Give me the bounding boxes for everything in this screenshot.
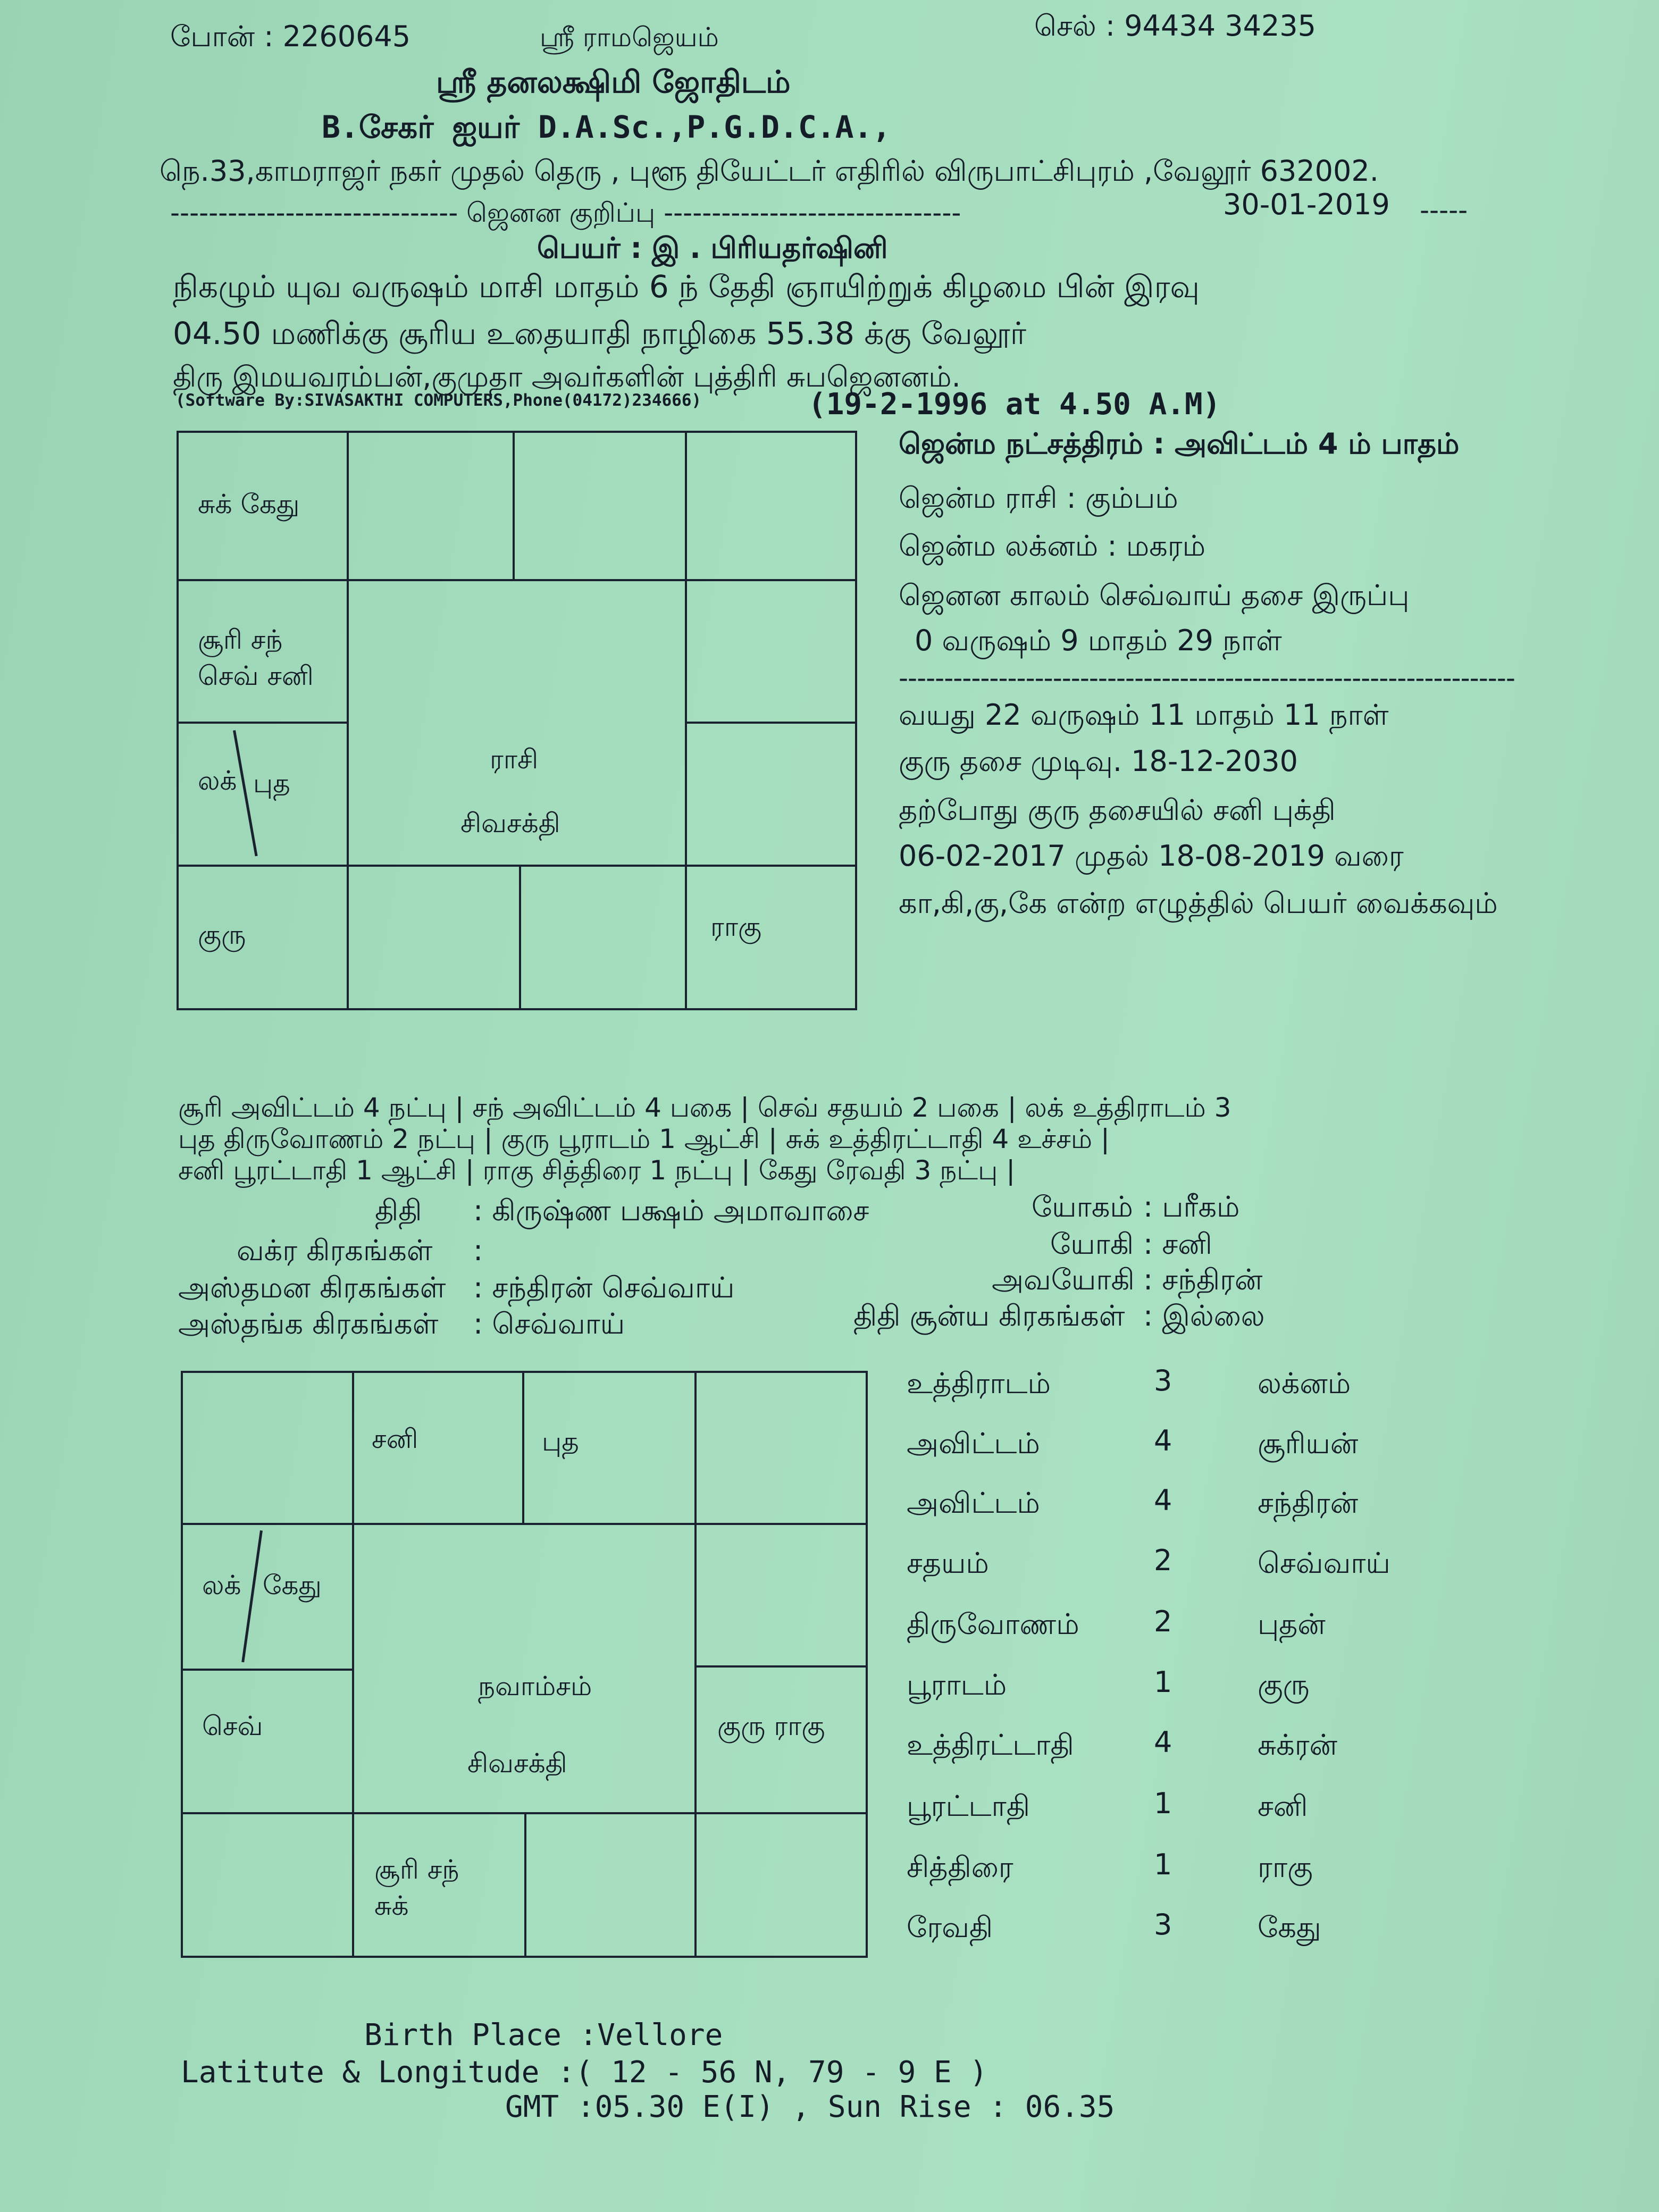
navamsa-center-title: நவாம்சம் (478, 1671, 592, 1702)
guru-dasa-end: குரு தசை முடிவு. 18-12-2030 (899, 744, 1298, 778)
rasi-center-title: ராசி (490, 744, 539, 775)
business-title: ஸ்ரீ தனலக்ஷிமி ஜோதிடம் (436, 64, 791, 100)
list-item-star: ரேவதி (907, 1911, 993, 1944)
birth-place: Birth Place :Vellore (364, 2018, 723, 2052)
yogam-label: யோகம் (1032, 1190, 1133, 1224)
list-item-planet: சூரியன் (1258, 1427, 1359, 1460)
phone-number: போன் : 2260645 (170, 20, 411, 53)
navamsa-house-2: சனி (372, 1423, 418, 1454)
list-item-planet: செவ்வாய் (1258, 1546, 1390, 1580)
list-item-star: அவிட்டம் (907, 1486, 1040, 1520)
janma-nakshatra: ஜென்ம நட்சத்திரம் : அவிட்டம் 4 ம் பாதம் (899, 427, 1460, 460)
birth-line-2: 04.50 மணிக்கு சூரிய உதையாதி நாழிகை 55.38 க்கு வேலூர் (173, 315, 1027, 351)
list-item-star: பூரட்டாதி (907, 1789, 1030, 1823)
janma-rasi: ஜென்ம ராசி : கும்பம் (899, 481, 1178, 515)
astrologer-name: B.சேகர் ஐயர் D.A.Sc.,P.G.D.C.A., (322, 109, 891, 145)
list-item-pada: 4 (1154, 1725, 1172, 1759)
summary-divider: -------------------------------------------------------------------- (899, 663, 1515, 693)
list-item-planet: குரு (1258, 1668, 1310, 1702)
rasi-house-9: குரு (198, 919, 246, 950)
birth-line-3: திரு இமயவரம்பன்,குமுதா அவர்களின் புத்திரி சுபஜெனனம். (173, 360, 961, 393)
list-item-planet: கேது (1258, 1911, 1321, 1944)
planet-row-2: புத திருவோணம் 2 நட்பு | குரு பூராடம் 1 ஆட்சி | சுக் உத்திரட்டாதி 4 உச்சம் | (178, 1124, 1110, 1154)
navamsa-center-subtitle: சிவசக்தி (467, 1748, 567, 1779)
list-item-pada: 1 (1154, 1665, 1172, 1699)
yogi-value: : சனி (1143, 1227, 1212, 1261)
rasi-house-6: ராகு (710, 911, 762, 942)
navamsa-lagna-marker-line (241, 1530, 263, 1662)
rasi-center-subtitle: சிவசக்தி (460, 808, 560, 839)
yogam-value: : பரீகம் (1143, 1190, 1240, 1224)
avayogi-label: அவயோகி (992, 1263, 1135, 1296)
list-item-star: அவிட்டம் (907, 1427, 1040, 1460)
address: நெ.33,காமராஜர் நகர் முதல் தெரு , புளூ தியேட்டர் எதிரில் விருபாட்சிபுரம் ,வேலூர் 632002. (160, 154, 1379, 188)
current-period-range: 06-02-2017 முதல் 18-08-2019 வரை (899, 839, 1404, 873)
navamsa-house-11: செவ் (202, 1711, 263, 1741)
tithi-sunya-value: : இல்லை (1143, 1299, 1265, 1333)
astanga-value: : செவ்வாய் (473, 1307, 625, 1340)
janma-lagnam: ஜென்ம லக்னம் : மகரம் (899, 529, 1206, 563)
planet-row-1: சூரி அவிட்டம் 4 நட்பு | சந் அவிட்டம் 4 பகை | செவ் சதயம் 2 பகை | லக் உத்திராடம் 3 (178, 1092, 1231, 1123)
navamsa-house-6: குரு ராகு (717, 1711, 825, 1741)
rasi-chart (177, 431, 857, 1010)
list-item-pada: 1 (1154, 1848, 1172, 1881)
list-item-pada: 2 (1154, 1544, 1172, 1577)
list-item-star: சித்திரை (907, 1850, 1013, 1884)
gmt-sunrise: GMT :05.30 E(I) , Sun Rise : 06.35 (505, 2090, 1115, 2124)
list-item-pada: 1 (1154, 1787, 1172, 1820)
list-item-pada: 4 (1154, 1484, 1172, 1517)
birth-datetime: (19-2-1996 at 4.50 A.M) (808, 387, 1221, 422)
list-item-planet: சனி (1258, 1789, 1308, 1823)
vakra-label: வக்ர கிரகங்கள் (237, 1234, 433, 1267)
rasi-lagna-label: லக் (198, 765, 237, 796)
dasa-balance-label: ஜெனன காலம் செவ்வாய் தசை இருப்பு (899, 579, 1410, 612)
list-item-star: பூராடம் (907, 1668, 1007, 1702)
birth-line-1: நிகழும் யுவ வருஷம் மாசி மாதம் 6 ந் தேதி ஞாயிற்றுக் கிழமை பின் இரவு (173, 269, 1200, 305)
list-item-planet: புதன் (1258, 1607, 1326, 1641)
list-item-planet: சுக்ரன் (1258, 1728, 1338, 1762)
naming-letters: கா,கி,கு,கே என்ற எழுத்தில் பெயர் வைக்கவும் (899, 886, 1498, 920)
list-item-planet: ராகு (1258, 1850, 1313, 1884)
list-item-planet: லக்னம் (1258, 1367, 1351, 1400)
mobile-number: செல் : 94434 34235 (1034, 9, 1317, 43)
astamana-label: அஸ்தமன கிரகங்கள் (178, 1271, 446, 1304)
vakra-value: : (473, 1234, 483, 1267)
latitude-longitude: Latitute & Longitude :( 12 - 56 N, 79 - 9 E ) (181, 2055, 988, 2090)
person-name: பெயர் : இ . பிரியதர்ஷினி (537, 231, 888, 265)
list-item-pada: 3 (1154, 1364, 1172, 1397)
software-credit: (Software By:SIVASAKTHI COMPUTERS,Phone(04172)234666) (175, 391, 702, 410)
current-period: தற்போது குரு தசையில் சனி புக்தி (899, 793, 1336, 827)
tithi-sunya-label: திதி சூன்ய கிரகங்கள் (853, 1299, 1125, 1333)
list-item-star: சதயம் (907, 1546, 989, 1580)
rasi-house-11: சூரி சந் செவ் சனி (198, 624, 314, 691)
rasi-house-10: புத (253, 768, 290, 799)
list-item-pada: 2 (1154, 1605, 1172, 1638)
rasi-house-12: சுக் கேது (198, 489, 300, 520)
planet-row-3: சனி பூரட்டாதி 1 ஆட்சி | ராகு சித்திரை 1 நட்பு | கேது ரேவதி 3 நட்பு | (178, 1155, 1016, 1186)
list-item-planet: சந்திரன் (1258, 1486, 1359, 1520)
tithi-label: திதி (375, 1194, 422, 1227)
list-item-pada: 4 (1154, 1424, 1172, 1457)
list-item-star: உத்திராடம் (907, 1367, 1051, 1400)
navamsa-house-3: புத (542, 1426, 579, 1457)
avayogi-value: : சந்திரன் (1143, 1263, 1263, 1296)
yogi-label: யோகி (1050, 1227, 1134, 1261)
dasa-balance-value: 0 வருஷம் 9 மாதம் 29 நாள் (915, 624, 1282, 657)
list-item-pada: 3 (1154, 1908, 1172, 1941)
navamsa-lagna-label: லக் (202, 1570, 241, 1601)
invocation: ஸ்ரீ ராமஜெயம் (540, 22, 719, 53)
tithi-value: : கிருஷ்ண பக்ஷம் அமாவாசை (473, 1194, 869, 1227)
list-item-star: திருவோணம் (907, 1607, 1079, 1641)
navamsa-chart (181, 1371, 868, 1958)
list-item-star: உத்திரட்டாதி (907, 1728, 1074, 1762)
astanga-label: அஸ்தங்க கிரகங்கள் (178, 1307, 439, 1340)
current-age: வயது 22 வருஷம் 11 மாதம் 11 நாள் (899, 698, 1389, 732)
navamsa-house-8: சூரி சந் சுக் (374, 1854, 459, 1921)
navamsa-house-12: கேது (263, 1570, 322, 1601)
astamana-value: : சந்திரன் செவ்வாய் (473, 1271, 735, 1304)
document-date: 30-01-2019 (1223, 188, 1390, 221)
section-rule-left: ------------------------------ ஜெனன குறிப்பு ------------------------------- (170, 197, 961, 228)
section-rule-right: ----- (1420, 195, 1468, 225)
